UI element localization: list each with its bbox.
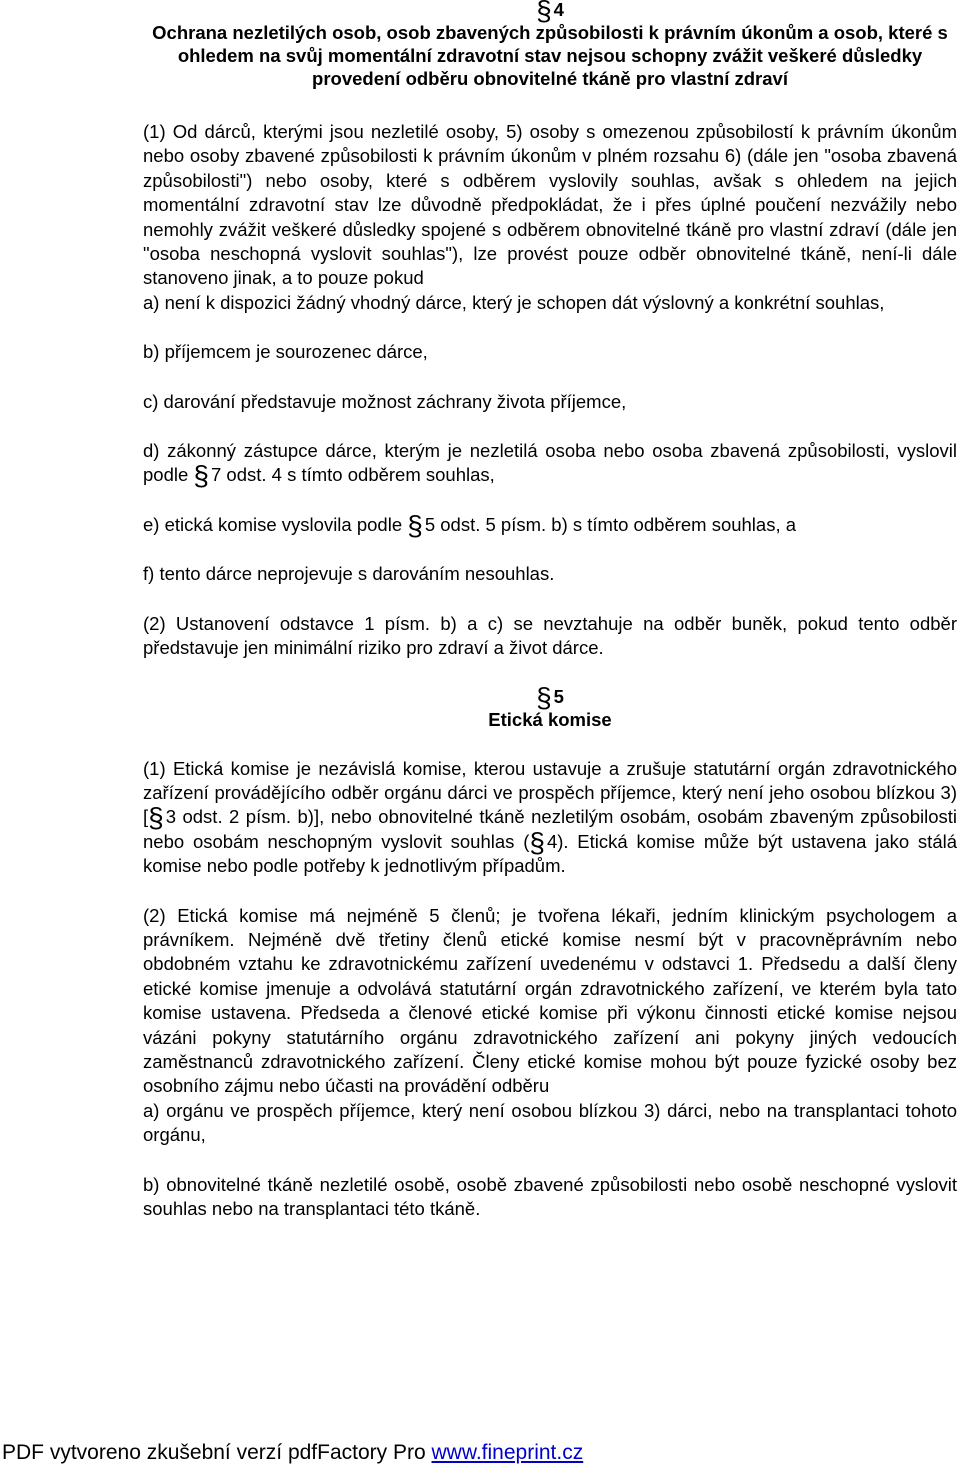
section-4-number: § 4 [536, 0, 564, 26]
section-4-item-b: b) příjemcem je sourozenec dárce, [143, 341, 428, 363]
section-4-item-d: d) zákonný zástupce dárce, kterým je nezletilá osoba nebo osoba zbavená způsobilosti, vyslovil podle § 7 odst. 4 s tímto odběrem souhlas, [143, 440, 957, 492]
section-5-paragraph-1: (1) Etická komise je nezávislá komise, kterou ustavuje a zrušuje statutární orgán zdravotnického zařízení provádějícího odběr orgánu dárci ve prospěch příjemce, který není jeho osobou blízkou 3) [§ 3 odst. 2 písm. b)], nebo obnovitelné tkáně nezletilým osobám, osobám zbaveným způsobilosti nebo osobám neschopným vyslovit souhlas (§ 4). Etická komise může být ustavena jako stálá komise nebo podle potřeby k jednotlivým případům. [143, 757, 958, 877]
section-symbol: § [407, 509, 423, 541]
section-symbol: § [529, 826, 545, 858]
section-4-heading [143, 0, 957, 90]
section-5-title: Etická komise [488, 708, 612, 730]
section-4-item-e: e) etická komise vyslovila podle § 5 odst. 5 písm. b) s tímto odběrem souhlas, a [143, 509, 797, 541]
section-5-item-a: a) orgánu ve prospěch příjemce, který není osobou blízkou 3) dárci, nebo na transplantaci tohoto orgánu, [143, 1099, 957, 1146]
section-symbol: § [536, 681, 552, 713]
section-4-item-f: f) tento dárce neprojevuje s darováním nesouhlas. [143, 563, 555, 585]
section-5-paragraph-2: (2) Etická komise má nejméně 5 členů; je tvořena lékaři, jedním klinickým psychologem a právníkem. Nejméně dvě třetiny členů etické komise nesmí být v pracovněprávním nebo obdobném vztahu ke zdravotnickému zařízení uvedenému v odstavci 1. Předsedu a další členy etické komise jmenuje a odvolává statutární orgán zdravotnického zařízení, ve kterém byla tato komise ustavena. Předseda a členové etické komise při výkonu činnosti etické komise nejsou vázáni pokyny statutárního orgánu zdravotnického zařízení ani pokyny jiných vedoucích zaměstnanců zdravotnického zařízení. Členy etické komise mohou být pouze fyzické osoby bez osobního zájmu nebo účasti na provádění odběru [143, 904, 957, 1097]
section-5-number: § 5 [536, 681, 564, 713]
section-4-paragraph-2: (2) Ustanovení odstavce 1 písm. b) a c) se nevztahuje na odběr buněk, pokud tento odběr představuje jen minimální riziko pro zdraví a život dárce. [143, 612, 957, 659]
section-symbol: § [193, 460, 209, 492]
section-5-heading [143, 681, 957, 731]
footer-link[interactable]: www.fineprint.cz [431, 1441, 584, 1464]
section-symbol: § [536, 0, 552, 26]
section-4-paragraph-1: (1) Od dárců, kterými jsou nezletilé osoby, 5) osoby s omezenou způsobilostí k právním úkonům nebo osoby zbavené způsobilosti k právním úkonům v plném rozsahu 6) (dále jen "osoba zbavená způsobilosti") nebo osoby, které s odběrem vyslovily souhlas, avšak s ohledem na jejich momentální zdravotní stav lze důvodně předpokládat, že i přes úplné poučení nezvážily nebo nemohly zvážit veškeré důsledky spojené s odběrem obnovitelné tkáně pro vlastní zdraví (dále jen "osoba neschopná vyslovit souhlas"), lze provést pouze odběr obnovitelné tkáně, není-li dále stanoveno jinak, a to pouze pokud [143, 121, 957, 289]
pdf-footer [2, 1440, 583, 1466]
section-4-title: Ochrana nezletilých osob, osob zbavených způsobilosti k právním úkonům a osob, které s ohledem na svůj momentální zdravotní stav nejsou schopny zvážit veškeré důsledky provedení odběru obnovitelné tkáně pro vlastní zdraví [152, 22, 948, 89]
section-4-item-a: a) není k dispozici žádný vhodný dárce, který je schopen dát výslovný a konkrétní souhlas, [143, 291, 885, 313]
footer-text: PDF vytvoreno zkušební verzí pdfFactory Pro [2, 1441, 432, 1464]
section-5-item-b: b) obnovitelné tkáně nezletilé osobě, osobě zbavené způsobilosti nebo osobě neschopné vyslovit souhlas nebo na transplantaci této tkáně. [143, 1173, 957, 1219]
document-page [143, 0, 957, 1221]
section-4-item-c: c) darování představuje možnost záchrany života příjemce, [143, 390, 627, 412]
section-symbol: § [148, 802, 164, 834]
